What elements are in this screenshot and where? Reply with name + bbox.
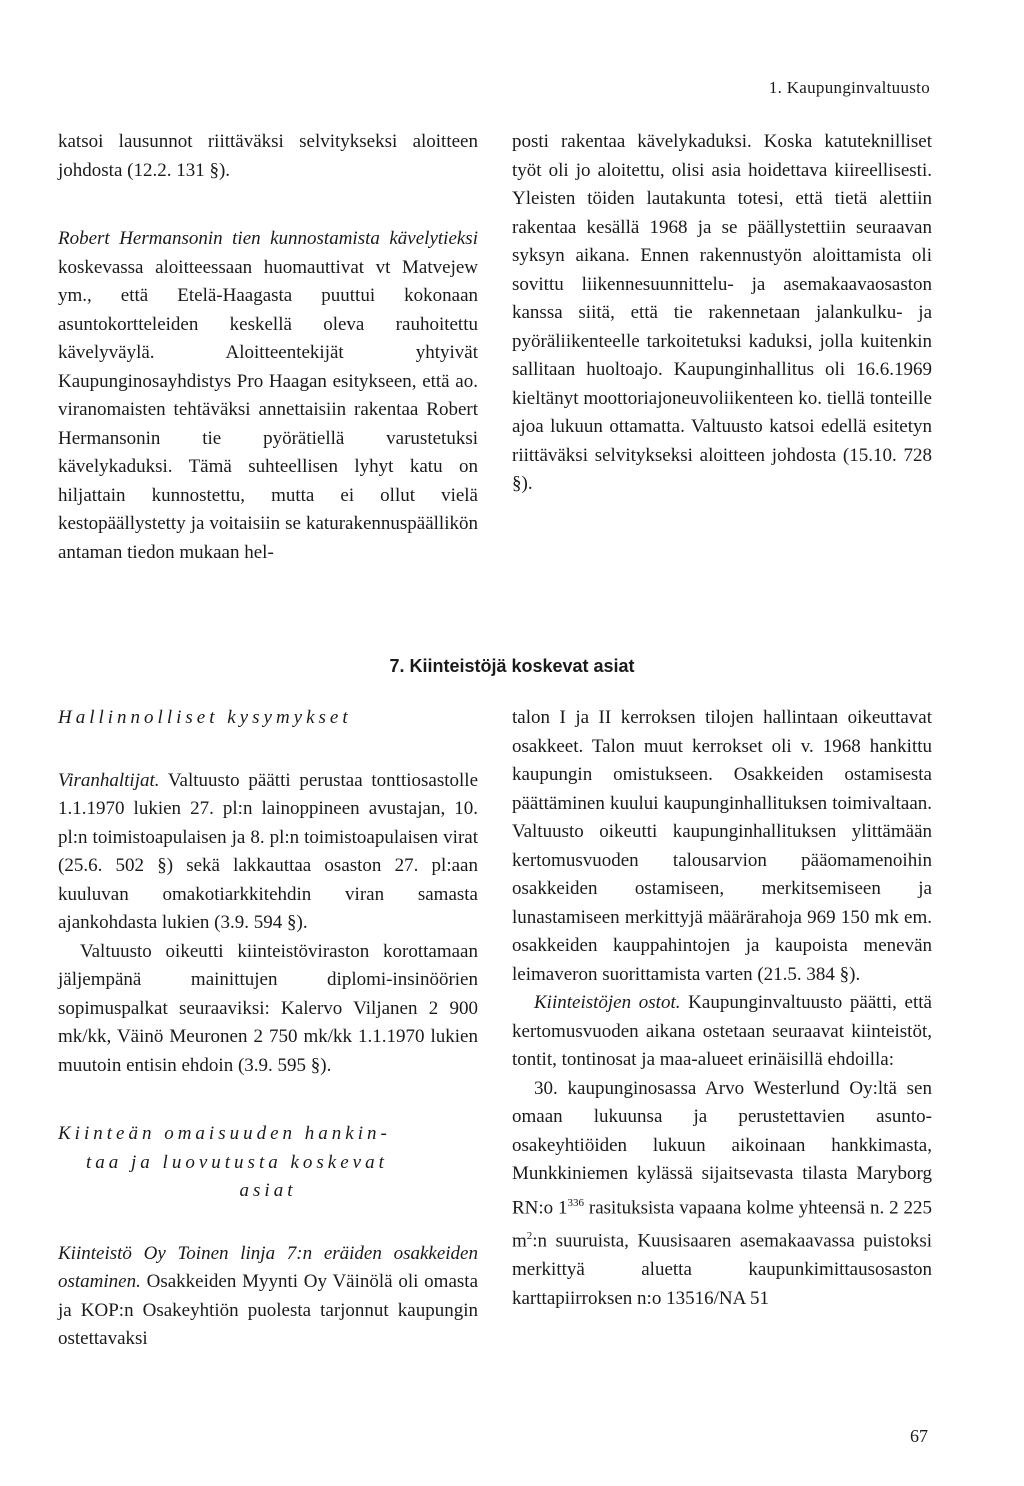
superscript: 2	[526, 1230, 533, 1243]
paragraph: Valtuusto oikeutti kiinteistöviraston korottamaan jäljempänä mainittujen diplomi-insinöörien sopimuspalkat seuraaviksi: Kalervo Viljanen 2 900 mk/kk, Väinö Meuronen 2 750 mk/kk 1.1.1970 lukien muutoin entisin ehdoin (3.9. 595 §).	[58, 940, 478, 1076]
subheading: Hallinnolliset kysymykset	[58, 707, 352, 728]
paragraph-text: Valtuusto päätti perustaa tonttiosastolle 1.1.1970 lukien 27. pl:n lainoppineen avustajan, 10. pl:n toimistoapulaisen ja 8. pl:n toimistoapulaisen virat (25.6. 502 §) sekä lakkauttaa osaston 27. pl:aan kuuluvan omakotiarkkitehdin viran samasta ajankohdasta lukien (3.9. 594 §).	[58, 769, 478, 933]
bottom-left-column	[58, 704, 478, 1354]
paragraph	[512, 989, 932, 1075]
paragraph-text: Kaupunginvaltuusto päätti, että kertomusvuoden aikana ostetaan seuraavat kiinteistöt, tontit, tontinosat ja maa-alueet erinäisillä ehdoilla:	[512, 992, 932, 1070]
subheading-line: Kiinteän omaisuuden hankin-	[58, 1123, 391, 1144]
subheading-line: asiat	[239, 1180, 297, 1201]
paragraph	[512, 1075, 932, 1314]
paragraph: posti rakentaa kävelykaduksi. Koska katuteknilliset työt oli jo aloitettu, olisi asia hoidettava kiireellisesti. Yleisten töiden lautakunta totesi, että tietä alettiin rakentaa kesällä 1968 ja se päällystettiin seuraavan syksyn aikana. Ennen rakennustyön aloittamista oli sovittu liikennesuunnittelu- ja asemakaavaosaston kanssa siitä, että tie rakennetaan jalankulku- ja pyöräliikenteelle tarkoitetuksi kaduksi, jolla kuitenkin sallitaan huoltoajo. Kaupunginhallitus oli 16.6.1969 kieltänyt moottoriajoneuvoliikenteen ko. tiellä tonteille ajoa lukuun ottamatta. Valtuusto katsoi edellä esitetyn riittäväksi selvitykseksi aloitteen johdosta (15.10. 728 §).	[512, 131, 932, 494]
top-left-column	[58, 128, 478, 567]
bottom-right-column	[512, 704, 932, 1313]
paragraph	[58, 767, 478, 938]
paragraph: katsoi lausunnot riittäväksi selvitykseksi aloitteen johdosta (12.2. 131 §).	[58, 131, 478, 181]
section-heading: 7. Kiinteistöjä koskevat asiat	[389, 656, 635, 676]
superscript: 336	[567, 1196, 585, 1209]
page-number: 67	[910, 1426, 928, 1446]
paragraph-text: 30. kaupunginosassa Arvo Westerlund Oy:ltä sen omaan lukuunsa ja perustettavien asunto-osakeyhtiöiden lukuun aikoinaan hankkimasta, Munkkiniemen kylässä sijaitsevasta tilasta Maryborg RN:o 1	[512, 1077, 932, 1218]
paragraph-text: koskevassa aloitteessaan huomauttivat vt Matvejew ym., että Etelä-Haagasta puuttui kokonaan asuntokortteleiden keskellä oleva rauhoitettu kävelyväylä. Aloitteentekijät yhtyivät Kaupunginosayhdistys Pro Haagan esitykseen, että ao. viranomaisten tehtäväksi annettaisiin rakentaa Robert Hermansonin tie pyörätiellä varustetuksi kävelykaduksi. Tämä suhteellisen lyhyt katu on hiljattain kunnostettu, mutta ei ollut vielä kestopäällystetty ja voitaisiin se katurakennuspäällikön antaman tiedon mukaan hel-	[58, 256, 478, 563]
italic-lead: Kiinteistö Oy Toinen linja 7:n eräiden osakkeiden ostaminen.	[58, 1242, 478, 1292]
subheading-block	[58, 1120, 478, 1206]
paragraph-text: rasituksista vapaana kolme yhteensä n. 2 225 m	[512, 1196, 932, 1252]
subheading-line: taa ja luovutusta koskevat	[86, 1151, 388, 1173]
italic-lead: Kiinteistöjen ostot.	[534, 992, 681, 1013]
paragraph-text: :n suuruista, Kuusisaaren asemakaavassa puistoksi merkittyä aluetta kaupunkimittausosaston karttapiirroksen n:o 13516/NA 51	[512, 1230, 932, 1309]
paragraph	[58, 225, 478, 567]
running-head: 1. Kaupunginvaltuusto	[768, 78, 930, 97]
italic-lead: Viranhaltijat.	[58, 769, 160, 791]
paragraph-text: Osakkeiden Myynti Oy Väinölä oli omasta ja KOP:n Osakeyhtiön puolesta tarjonnut kaupungin ostettavaksi	[58, 1271, 478, 1349]
top-right-column	[512, 128, 932, 499]
italic-lead: Robert Hermansonin tien kunnostamista kävelytieksi	[58, 228, 478, 249]
paragraph	[58, 1240, 478, 1354]
paragraph: talon I ja II kerroksen tilojen hallintaan oikeuttavat osakkeet. Talon muut kerrokset oli v. 1968 hankittu kaupungin omistukseen. Osakkeiden ostamisesta päättäminen kuului kaupunginhallituksen toimivaltaan. Valtuusto oikeutti kaupunginhallituksen ylittämään kertomusvuoden talousarvion pääomamenoihin osakkeiden ostamiseen, merkitsemiseen ja lunastamiseen merkittyjä määrärahoja 969 150 mk em. osakkeiden kauppahintojen ja kaupoista menevän leimaveron suorittamista varten (21.5. 384 §).	[512, 707, 932, 985]
